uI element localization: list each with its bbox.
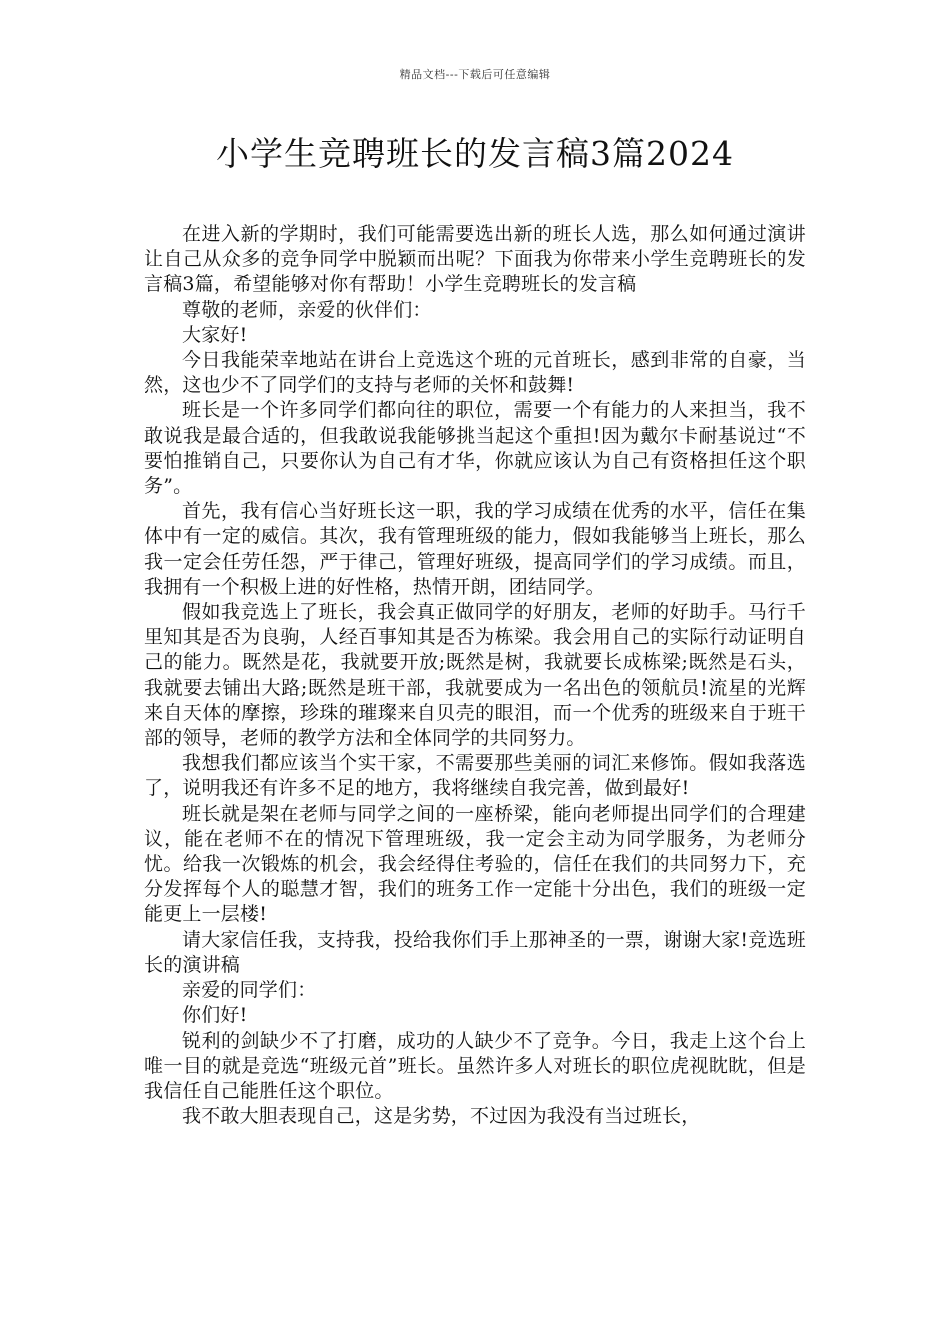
paragraph-10: 请大家信任我，支持我，投给我你们手上那神圣的一票，谢谢大家!竞选班长的演讲稿 — [144, 928, 806, 976]
paragraph-3: 大家好! — [182, 323, 248, 346]
paragraph-14: 我不敢大胆表现自己，这是劣势，不过因为我没有当过班长， — [182, 1105, 701, 1128]
paragraph-6: 首先，我有信心当好班长这一职，我的学习成绩在优秀的水平，信任在集体中有一定的威信。其次，我有管理班级的能力，假如我能够当上班长，那么我一定会任劳任怨，严于律己，管理好班级，提高同学们的学习成绩。而且，我拥有一个积极上进的好性格，热情开朗，团结同学。 — [144, 500, 806, 598]
paragraph-9: 班长就是架在老师与同学之间的一座桥梁，能向老师提出同学们的合理建议，能在老师不在的情况下管理班级，我一定会主动为同学服务，为老师分忧。给我一次锻炼的机会，我会经得住考验的，信任在我们的共同努力下，充分发挥每个人的聪慧才智，我们的班务工作一定能十分出色，我们的班级一定能更上一层楼! — [144, 802, 806, 926]
paragraph-2: 尊敬的老师，亲爱的伙伴们： — [182, 298, 432, 321]
paragraph-5: 班长是一个许多同学们都向往的职位，需要一个有能力的人来担当，我不敢说我是最合适的，但我敢说我能够挑当起这个重担!因为戴尔卡耐基说过“不要怕推销自己，只要你认为自己有才华，你就应该认为自己有资格担任这个职务”。 — [144, 399, 806, 498]
paragraph-7: 假如我竞选上了班长，我会真正做同学的好朋友，老师的好助手。马行千里知其是否为良驹，人经百事知其是否为栋梁。我会用自己的实际行动证明自己的能力。既然是花，我就要开放;既然是树，我就要长成栋梁;既然是石头，我就要去铺出大路;既然是班干部，我就要成为一名出色的领航员!流星的光辉来自天体的摩擦，珍珠的璀璨来自贝壳的眼泪，而一个优秀的班级来自于班干部的领导，老师的教学方法和全体同学的共同努力。 — [144, 601, 806, 750]
header-note: 精品文档---下载后可任意编辑 — [399, 68, 551, 81]
document-title: 小学生竞聘班长的发言稿3篇2024 — [216, 134, 734, 173]
paragraph-8: 我想我们都应该当个实干家，不需要那些美丽的词汇来修饰。假如我落选了，说明我还有许多不足的地方，我将继续自我完善，做到最好! — [144, 752, 806, 800]
paragraph-12: 你们好! — [182, 1004, 248, 1027]
paragraph-4: 今日我能荣幸地站在讲台上竞选这个班的元首班长，感到非常的自豪，当然，这也少不了同学们的支持与老师的关怀和鼓舞! — [144, 349, 806, 397]
document-body — [144, 222, 806, 1129]
paragraph-11: 亲爱的同学们： — [182, 979, 317, 1002]
paragraph-1: 在进入新的学期时，我们可能需要选出新的班长人选，那么如何通过演讲让自己从众多的竞争同学中脱颖而出呢？下面我为你带来小学生竞聘班长的发言稿3篇，希望能够对你有帮助！小学生竞聘班长的发言稿 — [144, 223, 806, 296]
paragraph-13: 锐利的剑缺少不了打磨，成功的人缺少不了竞争。今日，我走上这个台上唯一目的就是竞选“班级元首”班长。虽然许多人对班长的职位虎视眈眈，但是我信任自己能胜任这个职位。 — [144, 1029, 806, 1102]
